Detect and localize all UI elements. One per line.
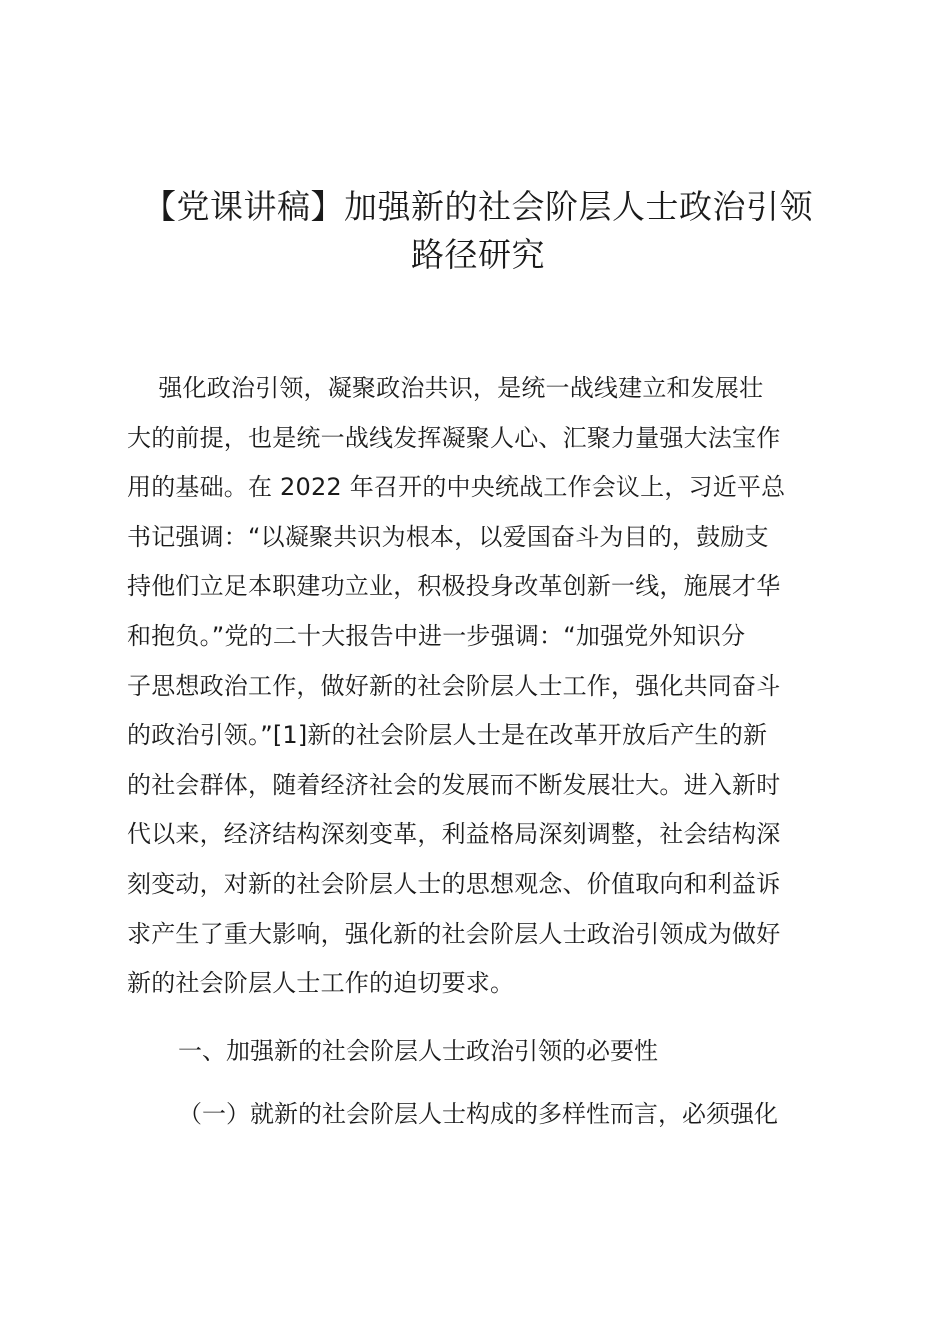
section-heading: 一、加强新的社会阶层人士政治引领的必要性	[178, 1037, 658, 1065]
paragraph-line: 书记强调：“以凝聚共识为根本，以爱国奋斗为目的，鼓励支	[127, 522, 769, 551]
paragraph-line: 用的基础。在 2022 年召开的中央统战工作会议上，习近平总	[127, 473, 786, 502]
paragraph-line: 求产生了重大影响，强化新的社会阶层人士政治引领成为做好	[127, 919, 781, 948]
paragraph-line: 新的社会阶层人士工作的迫切要求。	[127, 969, 515, 998]
paragraph-line: 和抱负。”党的二十大报告中进一步强调：“加强党外知识分	[127, 621, 746, 650]
subsection-paragraph: （一）就新的社会阶层人士构成的多样性而言，必须强化	[178, 1100, 778, 1128]
paragraph-line: 的政治引领。”[1]新的社会阶层人士是在改革开放后产生的新	[127, 721, 768, 750]
paragraph-line: 的社会群体，随着经济社会的发展而不断发展壮大。进入新时	[127, 770, 781, 799]
paragraph-line: 持他们立足本职建功立业，积极投身改革创新一线，施展才华	[127, 572, 781, 601]
document-title	[118, 183, 838, 279]
paragraph-line: 代以来，经济结构深刻变革，利益格局深刻调整，社会结构深	[127, 820, 781, 849]
paragraph-line: 刻变动，对新的社会阶层人士的思想观念、价值取向和利益诉	[127, 869, 781, 898]
title-line: 【党课讲稿】加强新的社会阶层人士政治引领	[143, 187, 813, 226]
paragraph-line: 大的前提，也是统一战线发挥凝聚人心、汇聚力量强大法宝作	[127, 423, 781, 452]
paragraph-line: 子思想政治工作，做好新的社会阶层人士工作，强化共同奋斗	[127, 671, 781, 700]
title-line: 路径研究	[411, 235, 545, 274]
paragraph-line: 强化政治引领，凝聚政治共识，是统一战线建立和发展壮	[127, 374, 764, 402]
intro-paragraph	[127, 364, 833, 1009]
